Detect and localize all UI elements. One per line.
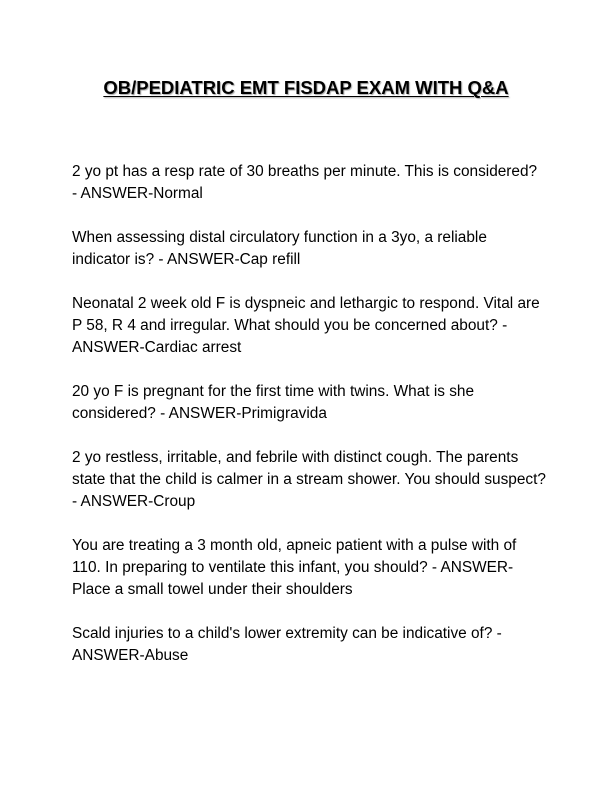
qa-item: 2 yo pt has a resp rate of 30 breaths per minute. This is considered? - ANSWER-Normal: [72, 163, 538, 202]
qa-item: Neonatal 2 week old F is dyspneic and lethargic to respond. Vital are P 58, R 4 and irregular. What should you be concerned about? - ANSWER-Cardiac arrest: [72, 295, 540, 356]
qa-list: [72, 161, 546, 689]
qa-item: 2 yo restless, irritable, and febrile with distinct cough. The parents state that the child is calmer in a stream shower. You should suspect? - ANSWER-Croup: [72, 449, 546, 510]
qa-item: When assessing distal circulatory function in a 3yo, a reliable indicator is? - ANSWER-Cap refill: [72, 229, 487, 268]
qa-item: 20 yo F is pregnant for the first time with twins. What is she considered? - ANSWER-Primigravida: [72, 383, 475, 422]
qa-item: Scald injuries to a child's lower extremity can be indicative of? - ANSWER-Abuse: [72, 625, 502, 664]
qa-item: You are treating a 3 month old, apneic patient with a pulse with of 110. In preparing to ventilate this infant, you should? - ANSWER-Place a small towel under their shoulders: [72, 537, 517, 598]
document-title: OB/PEDIATRIC EMT FISDAP EXAM WITH Q&A: [103, 77, 509, 98]
